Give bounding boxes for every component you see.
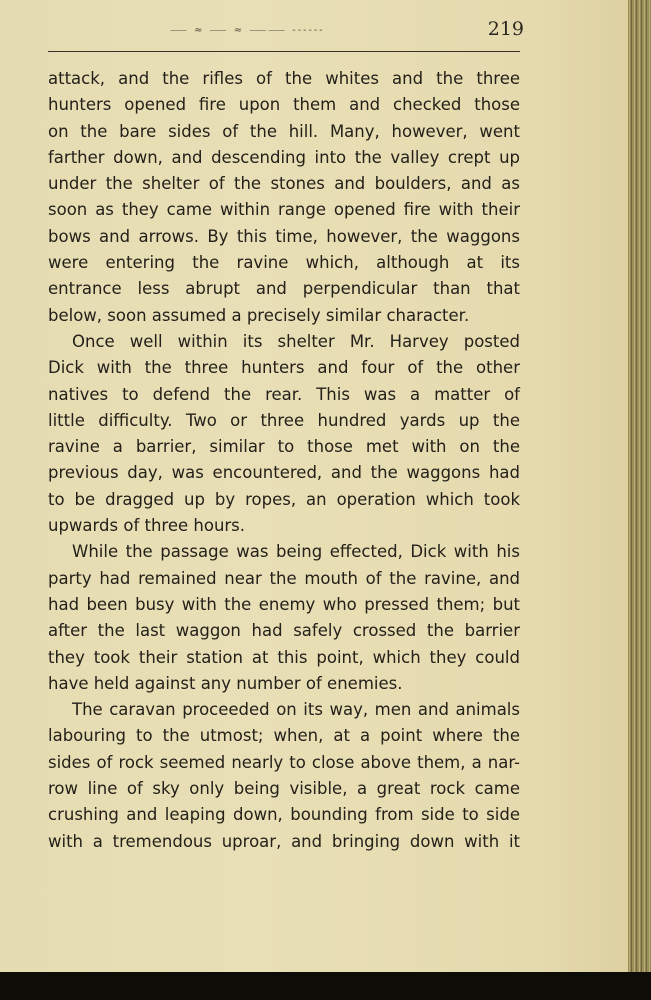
text-line: had been busy with the enemy who pressed them; but	[48, 594, 520, 614]
text-line: hunters opened fire upon them and checked those	[48, 95, 520, 115]
body-text	[48, 66, 520, 855]
scan-bottom-border	[0, 972, 651, 1000]
text-line: party had remained near the mouth of the ravine, and	[48, 568, 520, 588]
text-line: to be dragged up by ropes, an operation which took	[48, 489, 520, 509]
running-head: ⸺ ≈ ⸺ ≈ ⸺⸺ ------	[170, 25, 325, 36]
text-line: have held against any number of enemies.	[48, 673, 403, 693]
text-line: upwards of three hours.	[48, 516, 246, 536]
book-page-edge	[628, 0, 651, 972]
text-line: after the last waggon had safely crossed the barrier	[48, 621, 520, 641]
text-line: farther down, and descending into the valley crept up	[48, 147, 520, 167]
text-line: they took their station at this point, which they could	[48, 647, 520, 667]
paragraph-start-line: The caravan proceeded on its way, men and animals	[72, 700, 520, 720]
text-line: Dick with the three hunters and four of the other	[48, 358, 520, 378]
page-number: 219	[487, 18, 524, 40]
text-line: crushing and leaping down, bounding from side to side	[48, 805, 520, 825]
text-line: bows and arrows. By this time, however, the waggons	[48, 226, 520, 246]
text-line: row line of sky only being visible, a great rock came	[48, 779, 520, 799]
text-line: below, soon assumed a precisely similar character.	[48, 305, 470, 325]
text-line: on the bare sides of the hill. Many, however, went	[48, 121, 520, 141]
text-line: little difficulty. Two or three hundred yards up the	[48, 410, 520, 430]
text-line: ravine a barrier, similar to those met with on the	[48, 437, 520, 457]
header-rule	[48, 51, 520, 52]
text-line: with a tremendous uproar, and bringing down with it	[48, 831, 520, 851]
text-line: sides of rock seemed nearly to close above them, a nar-	[48, 752, 520, 772]
paragraph-start-line: Once well within its shelter Mr. Harvey posted	[72, 331, 520, 351]
text-line: soon as they came within range opened fire with their	[48, 200, 520, 220]
text-line: labouring to the utmost; when, at a point where the	[48, 726, 520, 746]
text-line: under the shelter of the stones and boulders, and as	[48, 174, 520, 194]
text-line: previous day, was encountered, and the waggons had	[48, 463, 520, 483]
text-line: attack, and the rifles of the whites and the three	[48, 69, 520, 88]
text-line: entrance less abrupt and perpendicular than that	[48, 279, 520, 299]
text-line: natives to defend the rear. This was a matter of	[48, 384, 520, 404]
text-line: were entering the ravine which, although at its	[48, 253, 520, 273]
paragraph-start-line: While the passage was being effected, Dick with his	[72, 542, 520, 562]
